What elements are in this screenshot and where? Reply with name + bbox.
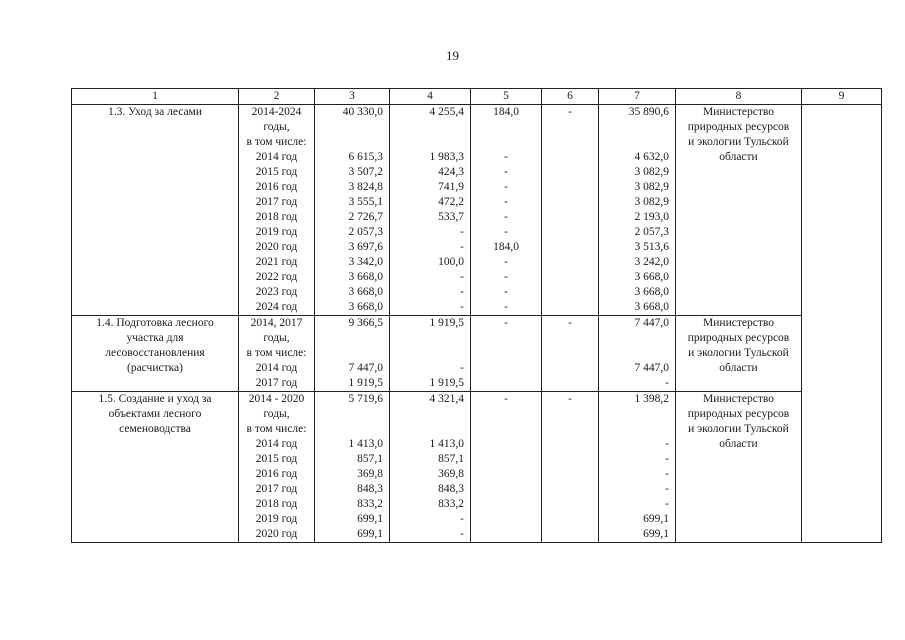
column-header: 7 [599, 89, 676, 105]
program-table [71, 88, 882, 543]
period-cell [239, 316, 315, 392]
cell-line [474, 361, 538, 376]
cell-line: 7 447,0 [348, 362, 383, 374]
cell-line: 35 890,6 [628, 106, 669, 118]
cell-line: 2019 год [255, 513, 298, 525]
col7-cell [599, 105, 676, 316]
cell-line: в том числе: [246, 423, 307, 435]
cell-line: - [665, 468, 669, 480]
cell-line [545, 512, 595, 527]
column-header: 8 [676, 89, 802, 105]
cell-line: - [568, 317, 572, 329]
period-cell [239, 105, 315, 316]
col6-cell [542, 316, 599, 392]
cell-line: 2023 год [255, 286, 298, 298]
col6-cell [542, 105, 599, 316]
cell-line: - [460, 301, 464, 313]
cell-line: 2015 год [255, 453, 298, 465]
cell-line [602, 346, 669, 361]
cell-line: 3 555,1 [348, 196, 383, 208]
cell-line: 2017 год [255, 377, 298, 389]
cell-line: природных ресурсов [687, 121, 790, 133]
column-header: 5 [471, 89, 542, 105]
col3-cell [315, 105, 390, 316]
cell-line: 3 668,0 [348, 286, 383, 298]
cell-line: - [504, 226, 508, 238]
cell-line: - [504, 317, 508, 329]
cell-line [545, 527, 595, 542]
cell-line: 2020 год [255, 241, 298, 253]
cell-line [545, 331, 595, 346]
cell-line: области [719, 362, 758, 374]
cell-line [545, 120, 595, 135]
cell-line: - [504, 211, 508, 223]
cell-line [474, 135, 538, 150]
page-number: 19 [446, 48, 459, 63]
cell-line: 184,0 [493, 106, 519, 118]
col4-cell [390, 105, 471, 316]
cell-line [602, 331, 669, 346]
cell-line: 369,8 [438, 468, 464, 480]
cell-line: 2016 год [255, 468, 298, 480]
cell-line [474, 331, 538, 346]
cell-line: 3 668,0 [634, 286, 669, 298]
cell-line [474, 482, 538, 497]
cell-line: 424,3 [438, 166, 464, 178]
cell-line: 3 697,6 [348, 241, 383, 253]
cell-line: и экологии Тульской [688, 136, 789, 148]
cell-line: области [719, 438, 758, 450]
cell-line: 2 057,3 [348, 226, 383, 238]
cell-line: 3 668,0 [348, 301, 383, 313]
cell-line [545, 407, 595, 422]
cell-line [545, 452, 595, 467]
cell-line: - [504, 151, 508, 163]
cell-line: и экологии Тульской [688, 423, 789, 435]
cell-line: 1 413,0 [429, 438, 464, 450]
cell-line: - [504, 256, 508, 268]
cell-line [474, 422, 538, 437]
cell-line [393, 135, 464, 150]
cell-line [318, 331, 383, 346]
cell-line: 2022 год [255, 271, 298, 283]
cell-line: 3 513,6 [634, 241, 669, 253]
cell-line: 848,3 [357, 483, 383, 495]
cell-line: 699,1 [643, 513, 669, 525]
cell-line: 369,8 [357, 468, 383, 480]
cell-line: 3 668,0 [348, 271, 383, 283]
cell-line: 2014 год [255, 438, 298, 450]
cell-line [474, 467, 538, 482]
cell-line: 3 082,9 [634, 181, 669, 193]
cell-line: 3 342,0 [348, 256, 383, 268]
cell-line [602, 135, 669, 150]
cell-line: 3 824,8 [348, 181, 383, 193]
col3-cell [315, 316, 390, 392]
cell-line [545, 376, 595, 391]
cell-line: 2020 год [255, 528, 298, 540]
cell-line [545, 346, 595, 361]
cell-line: 699,1 [357, 528, 383, 540]
col5-cell [471, 392, 542, 543]
cell-line: - [504, 166, 508, 178]
cell-line: 1.3. Уход за лесами [107, 106, 202, 118]
cell-line: - [665, 438, 669, 450]
measure-name-cell [72, 105, 239, 316]
column-header: 6 [542, 89, 599, 105]
cell-line: - [504, 286, 508, 298]
measure-name-cell [72, 392, 239, 543]
cell-line: 4 255,4 [429, 106, 464, 118]
cell-line: 848,3 [438, 483, 464, 495]
cell-line [545, 482, 595, 497]
cell-line: годы, [263, 408, 290, 420]
col5-cell [471, 316, 542, 392]
cell-line: 3 242,0 [634, 256, 669, 268]
cell-line [545, 180, 595, 195]
cell-line: 5 719,6 [348, 393, 383, 405]
cell-line [318, 346, 383, 361]
cell-line: лесовосстановления [105, 347, 205, 359]
cell-line [393, 422, 464, 437]
header-row [72, 89, 882, 105]
cell-line: Министерство [703, 393, 774, 405]
cell-line [602, 120, 669, 135]
cell-line: - [665, 453, 669, 465]
cell-line [545, 497, 595, 512]
cell-line: - [504, 271, 508, 283]
cell-line [474, 376, 538, 391]
cell-line: 857,1 [357, 453, 383, 465]
cell-line [545, 210, 595, 225]
cell-line [545, 225, 595, 240]
cell-line: - [460, 226, 464, 238]
cell-line: 2014 - 2020 [248, 393, 305, 405]
cell-line: в том числе: [246, 136, 307, 148]
cell-line: 4 321,4 [429, 393, 464, 405]
cell-line: 2 057,3 [634, 226, 669, 238]
cell-line: 2 193,0 [634, 211, 669, 223]
cell-line [318, 407, 383, 422]
cell-line: семеноводства [119, 423, 191, 435]
cell-line [545, 422, 595, 437]
column-header: 9 [802, 89, 882, 105]
cell-line: 1 919,5 [429, 317, 464, 329]
cell-line: 40 330,0 [342, 106, 383, 118]
cell-line: - [460, 362, 464, 374]
cell-line [318, 135, 383, 150]
col6-cell [542, 392, 599, 543]
cell-line: 3 082,9 [634, 196, 669, 208]
cell-line: годы, [263, 121, 290, 133]
period-cell [239, 392, 315, 543]
cell-line: - [460, 271, 464, 283]
cell-line: - [460, 286, 464, 298]
column-header: 1 [72, 89, 239, 105]
cell-line: 7 447,0 [634, 317, 669, 329]
cell-line [545, 165, 595, 180]
cell-line: 1.5. Создание и уход за [98, 393, 212, 405]
cell-line [474, 497, 538, 512]
cell-line [602, 407, 669, 422]
cell-line: 2017 год [255, 196, 298, 208]
column-header: 3 [315, 89, 390, 105]
cell-line: природных ресурсов [687, 332, 790, 344]
cell-line: 3 507,2 [348, 166, 383, 178]
executor-cell [676, 392, 802, 543]
cell-line: и экологии Тульской [688, 347, 789, 359]
cell-line: 699,1 [643, 528, 669, 540]
cell-line: - [460, 513, 464, 525]
cell-line [545, 300, 595, 315]
cell-line: 1 919,5 [348, 377, 383, 389]
cell-line: годы, [263, 332, 290, 344]
column-header: 4 [390, 89, 471, 105]
cell-line: природных ресурсов [687, 408, 790, 420]
col5-cell [471, 105, 542, 316]
cell-line: 2024 год [255, 301, 298, 313]
cell-line: 741,9 [438, 181, 464, 193]
cell-line [545, 361, 595, 376]
table-row [72, 392, 882, 543]
cell-line: 7 447,0 [634, 362, 669, 374]
cell-line [474, 452, 538, 467]
col4-cell [390, 392, 471, 543]
cell-line: (расчистка) [127, 362, 183, 374]
cell-line: 1.4. Подготовка лесного [96, 317, 214, 329]
cell-line: - [504, 181, 508, 193]
cell-line: - [568, 393, 572, 405]
cell-line: участка для [126, 332, 184, 344]
cell-line [545, 270, 595, 285]
cell-line: 2014-2024 [251, 106, 302, 118]
cell-line: 9 366,5 [348, 317, 383, 329]
cell-line [474, 437, 538, 452]
cell-line: - [665, 377, 669, 389]
cell-line: 2014, 2017 [250, 317, 303, 329]
cell-line: - [504, 393, 508, 405]
cell-line: 2017 год [255, 483, 298, 495]
cell-line: 833,2 [357, 498, 383, 510]
cell-line: Министерство [703, 317, 774, 329]
cell-line [474, 346, 538, 361]
cell-line [545, 467, 595, 482]
cell-line: 100,0 [438, 256, 464, 268]
cell-line [318, 422, 383, 437]
cell-line: - [460, 528, 464, 540]
cell-line [602, 422, 669, 437]
cell-line: 3 668,0 [634, 271, 669, 283]
col7-cell [599, 316, 676, 392]
table-row [72, 105, 882, 316]
cell-line: 2016 год [255, 181, 298, 193]
cell-line: 2015 год [255, 166, 298, 178]
col7-cell [599, 392, 676, 543]
cell-line [545, 255, 595, 270]
executor-cell [676, 105, 802, 316]
col3-cell [315, 392, 390, 543]
cell-line: 1 398,2 [634, 393, 669, 405]
cell-line [474, 512, 538, 527]
cell-line [393, 120, 464, 135]
cell-line [545, 240, 595, 255]
cell-line: 699,1 [357, 513, 383, 525]
cell-line [318, 120, 383, 135]
cell-line: 857,1 [438, 453, 464, 465]
cell-line [545, 135, 595, 150]
cell-line: - [665, 483, 669, 495]
cell-line: 2019 год [255, 226, 298, 238]
col4-cell [390, 316, 471, 392]
table-row [72, 316, 882, 392]
executor-cell [676, 316, 802, 392]
cell-line [393, 346, 464, 361]
cell-line [545, 195, 595, 210]
cell-line: 472,2 [438, 196, 464, 208]
measure-name-cell [72, 316, 239, 392]
cell-line: - [665, 498, 669, 510]
cell-line: 1 919,5 [429, 377, 464, 389]
cell-line [545, 150, 595, 165]
cell-line: - [504, 196, 508, 208]
cell-line: 2021 год [255, 256, 298, 268]
cell-line [474, 120, 538, 135]
cell-line: 2014 год [255, 362, 298, 374]
cell-line: 2 726,7 [348, 211, 383, 223]
cell-line: - [568, 106, 572, 118]
cell-line: 1 413,0 [348, 438, 383, 450]
cell-line: 6 615,3 [348, 151, 383, 163]
column-header: 2 [239, 89, 315, 105]
cell-line: области [719, 151, 758, 163]
cell-line [474, 407, 538, 422]
cell-line: - [460, 241, 464, 253]
cell-line: 184,0 [493, 241, 519, 253]
cell-line [474, 527, 538, 542]
cell-line [545, 285, 595, 300]
cell-line: 3 668,0 [634, 301, 669, 313]
cell-line: объектами лесного [108, 408, 202, 420]
cell-line: 533,7 [438, 211, 464, 223]
cell-line: 1 983,3 [429, 151, 464, 163]
col9-cell [802, 105, 882, 543]
cell-line: 833,2 [438, 498, 464, 510]
cell-line: Министерство [703, 106, 774, 118]
cell-line: в том числе: [246, 347, 307, 359]
cell-line: 3 082,9 [634, 166, 669, 178]
cell-line [545, 437, 595, 452]
cell-line: 2018 год [255, 211, 298, 223]
cell-line [393, 331, 464, 346]
cell-line: 2018 год [255, 498, 298, 510]
cell-line: 2014 год [255, 151, 298, 163]
cell-line: - [504, 301, 508, 313]
cell-line: 4 632,0 [634, 151, 669, 163]
cell-line [393, 407, 464, 422]
